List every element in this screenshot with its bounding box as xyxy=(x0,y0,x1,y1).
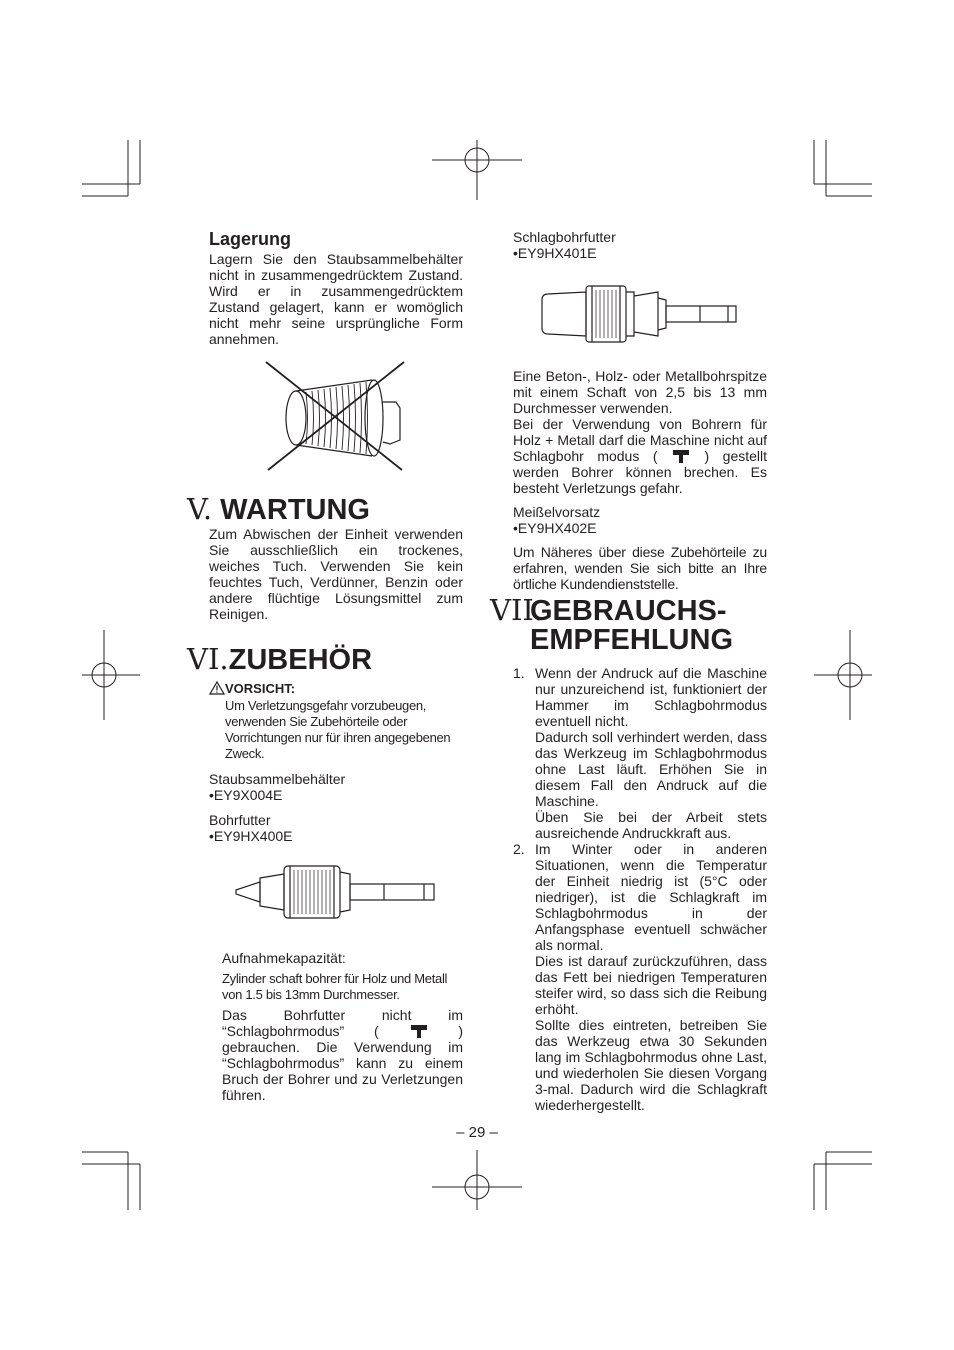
caution-label: VORSICHT: xyxy=(225,681,296,696)
warning-text-part1: Das Bohrfutter nicht im “Schlagbohrmodus” ( xyxy=(222,1007,463,1039)
zubehoer-roman: VI. xyxy=(187,642,229,676)
item-code: •EY9X004E xyxy=(209,787,283,803)
drill-chuck-illustration xyxy=(234,860,440,924)
list-paragraph: Dies ist darauf zurückzuführen, dass das Fett bei niedrigen Temperaturen steifer wird, so dass sich die Reibung erhöht. xyxy=(535,953,767,1017)
wartung-text: Zum Abwischen der Einheit verwenden Sie ausschließlich ein trockenes, weiches Tuch. Verwenden Sie kein feuchtes Tuch, Verdünner, Benzin oder andere flüchtige Lösungsmittel zum Reinigen. xyxy=(209,526,463,622)
capacity-label: Aufnahmekapazität: xyxy=(222,950,346,966)
wartung-title: WARTUNG xyxy=(220,494,370,526)
list-item xyxy=(513,665,767,841)
lagerung-text: Lagern Sie den Staubsammelbehälter nicht in zusammengedrücktem Zustand. Wird er in zusammengedrücktem Zustand gelagert, kann er womöglich nicht mehr seine ursprüngliche Form annehmen. xyxy=(209,251,463,347)
zubehoer-heading xyxy=(187,643,372,676)
item-name: Bohrfutter xyxy=(209,812,271,828)
item-code: •EY9HX400E xyxy=(209,828,293,844)
right-para2-part1: Bei der Verwendung von Bohrern für Holz + Metall darf die Maschine nicht auf Schlagbohr modus ( xyxy=(513,416,767,464)
list-paragraph: Üben Sie bei der Arbeit stets ausreichende Andruckkraft aus. xyxy=(535,809,767,841)
bohrfutter-warning xyxy=(222,1007,463,1103)
gebrauch-title-line1: GEBRAUCHS- xyxy=(530,595,727,627)
item-name: Meißelvorsatz xyxy=(513,504,601,520)
gebrauch-heading xyxy=(490,594,727,627)
right-para2-part2: ) gestellt werden Bohrer können brechen. Es besteht Verletzungs gefahr. xyxy=(513,448,768,496)
hammer-mode-icon xyxy=(409,1024,429,1038)
list-number: 1. xyxy=(513,665,525,681)
item-code: •EY9HX402E xyxy=(513,520,597,536)
item-name: Schlagbohrfutter xyxy=(513,229,616,245)
item-meisselvorsatz xyxy=(513,504,600,536)
right-para1: Eine Beton-, Holz- oder Metallbohrspitze mit einem Schaft von 2,5 bis 13 mm Durchmesser verwenden. xyxy=(513,368,767,416)
item-schlagbohrfutter xyxy=(513,229,616,261)
caution-text: Um Verletzungsgefahr vorzubeugen, verwenden Sie Zubehörteile oder Vorrichtungen nur für ihren angegebenen Zweck. xyxy=(225,698,451,761)
keyless-chuck-illustration xyxy=(540,282,740,346)
item-name: Staubsammelbehälter xyxy=(209,771,346,787)
list-paragraph: Dadurch soll verhindert werden, dass das Werkzeug im Schlagbohrmodus ohne Last läuft. Erhöhen Sie in diesem Fall den Andruck auf die Maschine. xyxy=(535,729,767,809)
list-paragraph: Im Winter oder in anderen Situationen, wenn die Temperatur der Einheit niedrig ist (5°C oder niedriger), ist die Schlagkraft im Schlagbohrmodus in der Anfangsphase eventuell schwächer als normal. xyxy=(535,841,767,953)
wartung-roman: V. xyxy=(187,492,213,526)
list-paragraph: Wenn der Andruck auf die Maschine nur unzureichend ist, funktioniert der Hammer im Schlagbohrmodus eventuell nicht. xyxy=(535,665,767,729)
warning-triangle-icon xyxy=(209,681,225,695)
right-para3: Um Näheres über diese Zubehörteile zu erfahren, wenden Sie sich bitte an Ihre örtliche Kundendienststelle. xyxy=(513,544,767,592)
gebrauch-list xyxy=(513,665,767,1113)
list-paragraph: Sollte dies eintreten, betreiben Sie das Werkzeug etwa 30 Sekunden lang im Schlagbohrmodus ohne Last, und wiederholen Sie diesen Vorgang 3-mal. Dadurch wird die Schlagkraft wiederhergestellt. xyxy=(535,1017,767,1113)
lagerung-heading: Lagerung xyxy=(209,229,292,249)
capacity-text: Zylinder schaft bohrer für Holz und Metall von 1.5 bis 13mm Durchmesser. xyxy=(222,971,448,1002)
crossed-dust-container-illustration xyxy=(262,358,408,472)
list-number: 2. xyxy=(513,841,525,857)
page-number: – 29 – xyxy=(456,1124,498,1141)
gebrauch-title-line2: EMPFEHLUNG xyxy=(530,624,733,656)
caution-label-row xyxy=(209,681,295,696)
gebrauch-roman: VII. xyxy=(490,593,544,627)
item-code: •EY9HX401E xyxy=(513,245,597,261)
right-para2 xyxy=(513,416,767,496)
item-staubsammelbehaelter xyxy=(209,771,345,803)
hammer-mode-icon xyxy=(671,449,691,463)
item-bohrfutter xyxy=(209,812,293,844)
list-item xyxy=(513,841,767,1113)
zubehoer-title: ZUBEHÖR xyxy=(228,644,373,676)
warning-text-part2: ) gebrauchen. Die Verwendung im “Schlagbohrmodus” kann zu einem Bruch der Bohrer und zu Verletzungen führen. xyxy=(222,1023,463,1103)
wartung-heading xyxy=(187,493,370,526)
